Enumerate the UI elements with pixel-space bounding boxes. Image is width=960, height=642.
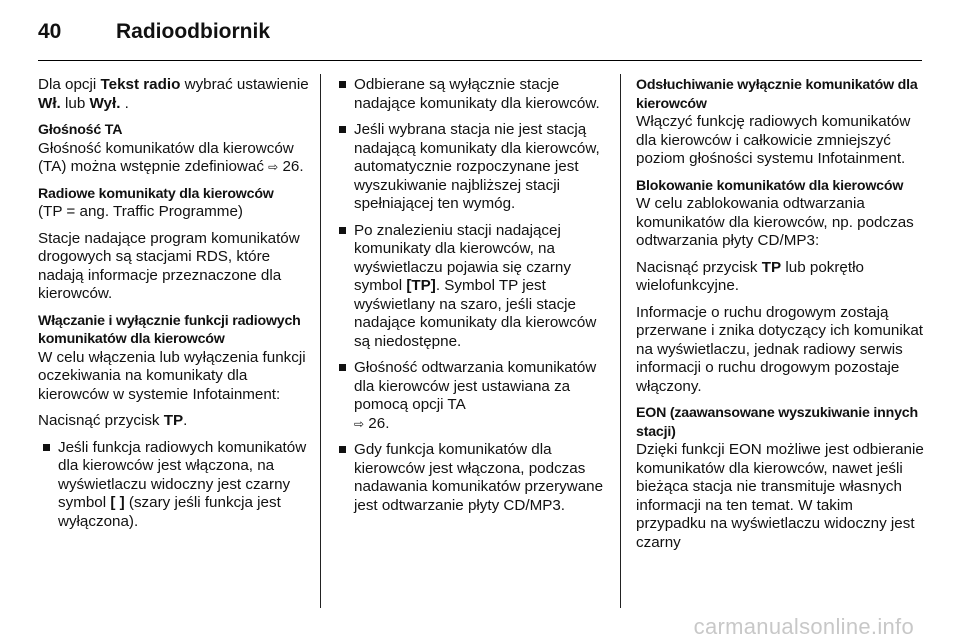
symbol-label: [ ] xyxy=(110,494,125,511)
text: . xyxy=(120,94,129,112)
text: lub xyxy=(60,94,90,112)
text: lub pokrętło wielofunkcyjne. xyxy=(636,258,864,294)
watermark: carmanualsonline.info xyxy=(693,614,914,639)
heading-blokowanie: Blokowanie komunikatów dla kierowców xyxy=(636,177,904,194)
bullet-square-icon xyxy=(339,126,346,133)
list-item xyxy=(38,439,310,532)
page-header xyxy=(38,20,270,44)
section-glosnosc-ta xyxy=(38,121,310,177)
column-1 xyxy=(38,76,310,539)
option-tekst-radio: Tekst radio xyxy=(100,76,181,93)
page-ref: 26. xyxy=(282,158,304,175)
text: Głośność odtwarzania komunikatów dla kierowców jest ustawiana za pomocą opcji TA xyxy=(354,359,597,413)
heading-odsluchiwanie: Odsłuchiwanie wyłącznie komunikatów dla kierowców xyxy=(636,77,918,112)
column-2 xyxy=(334,76,606,523)
text: Gdy funkcja komunikatów dla kierowców jest włączona, podczas nadawania komunikatów przerywane jest odtwarzanie płyty CD/MP3. xyxy=(354,441,604,514)
text: . xyxy=(183,412,188,429)
paragraph-stacje: Stacje nadające program komunikatów drogowych są stacjami RDS, które nadają informacje przeznaczone dla kierowców. xyxy=(38,229,300,302)
section-odsluchiwanie xyxy=(636,76,926,169)
column-divider-2 xyxy=(620,74,621,608)
bullet-square-icon xyxy=(339,227,346,234)
button-tp-label: TP xyxy=(761,258,782,276)
text: (TP = ang. Traffic Programme) xyxy=(38,203,243,220)
paragraph-informacje: Informacje o ruchu drogowym zostają przerwane i znika dotyczący ich komunikat na wyświetlaczu, jednak radiowy serwis informacji o ruchu drogowym pozostaje włączony. xyxy=(636,303,923,395)
page-ref-arrow-icon: ⇨ xyxy=(268,160,279,174)
header-rule xyxy=(38,60,922,61)
text: Nacisnąć przycisk xyxy=(636,258,762,276)
section-wlaczanie xyxy=(38,312,310,405)
text: . Symbol TP jest wyświetlany na szaro, jeśli stacje nadające komunikaty dla kierowców są niedostępne. xyxy=(354,277,597,350)
bullet-square-icon xyxy=(43,444,50,451)
page-ref-arrow-icon: ⇨ xyxy=(354,416,365,431)
section-eon xyxy=(636,404,926,552)
paragraph-tekst-radio xyxy=(38,76,310,113)
text: wybrać ustawienie xyxy=(180,76,309,93)
bullet-square-icon xyxy=(339,446,346,453)
page-ref: 26. xyxy=(368,414,390,432)
bullet-list-2 xyxy=(334,76,606,515)
heading-eon: EON (zaawansowane wyszukiwanie innych stacji) xyxy=(636,405,918,440)
column-3 xyxy=(636,76,926,560)
text: (szary jeśli funkcja jest wyłączona). xyxy=(58,494,281,530)
text: Odbierane są wyłącznie stacje nadające komunikaty dla kierowców. xyxy=(354,76,600,112)
bullet-list-1 xyxy=(38,439,310,532)
page-number: 40 xyxy=(38,20,62,43)
list-item xyxy=(334,441,606,515)
text: Jeśli wybrana stacja nie jest stacją nadającą komunikaty dla kierowców, automatycznie rozpoczynane jest wyszukiwanie najbliższej stacji spełniającej ten wymóg. xyxy=(354,121,600,212)
bullet-square-icon xyxy=(339,364,346,371)
heading-wlaczanie: Włączanie i wyłącznie funkcji radiowych komunikatów dla kierowców xyxy=(38,312,301,347)
section-radiowe-komunikaty xyxy=(38,185,310,222)
list-item xyxy=(334,121,606,214)
button-tp-label: TP xyxy=(163,412,184,429)
text: Dla opcji xyxy=(38,76,101,93)
page-title: Radioodbiornik xyxy=(116,20,270,43)
list-item xyxy=(334,76,606,113)
text: Nacisnąć przycisk xyxy=(38,412,164,429)
option-wl: Wł. xyxy=(38,94,61,112)
symbol-label: [TP] xyxy=(406,277,436,294)
text: Głośność komunikatów dla kierowców (TA) można wstępnie zdefiniować xyxy=(38,139,294,175)
column-divider-1 xyxy=(320,74,321,608)
heading-radiowe-komunikaty: Radiowe komunikaty dla kierowców xyxy=(38,185,274,202)
list-item xyxy=(334,359,606,433)
text: W celu zablokowania odtwarzania komunikatów dla kierowców, np. podczas odtwarzania płyty CD/MP3: xyxy=(636,195,914,249)
section-blokowanie xyxy=(636,177,926,251)
paragraph-nacisnac-tp-2 xyxy=(636,259,926,296)
bullet-square-icon xyxy=(339,81,346,88)
heading-glosnosc-ta: Głośność TA xyxy=(38,122,123,138)
list-item xyxy=(334,222,606,352)
paragraph-nacisnac-tp xyxy=(38,412,310,431)
text: Dzięki funkcji EON możliwe jest odbieranie komunikatów dla kierowców, nawet jeśli bieżąca stacja nie transmituje własnych informacji na ten temat. W takim przypadku na wyświetlaczu widoczny jest czarny xyxy=(636,441,924,551)
option-wyl: Wył. xyxy=(89,94,121,112)
text: Jeśli funkcja radiowych komunikatów dla kierowców jest włączona, na wyświetlaczu widoczny jest czarny symbol xyxy=(58,438,307,511)
text: W celu włączenia lub wyłączenia funkcji oczekiwania na komunikaty dla kierowców w systemie Infotainment: xyxy=(38,348,306,403)
text: Po znalezieniu stacji nadającej komunikaty dla kierowców, na wyświetlaczu pojawia się czarny symbol xyxy=(354,221,571,294)
text: Włączyć funkcję radiowych komunikatów dla kierowców i całkowicie zmniejszyć poziom głośności systemu Infotainment. xyxy=(636,113,911,167)
